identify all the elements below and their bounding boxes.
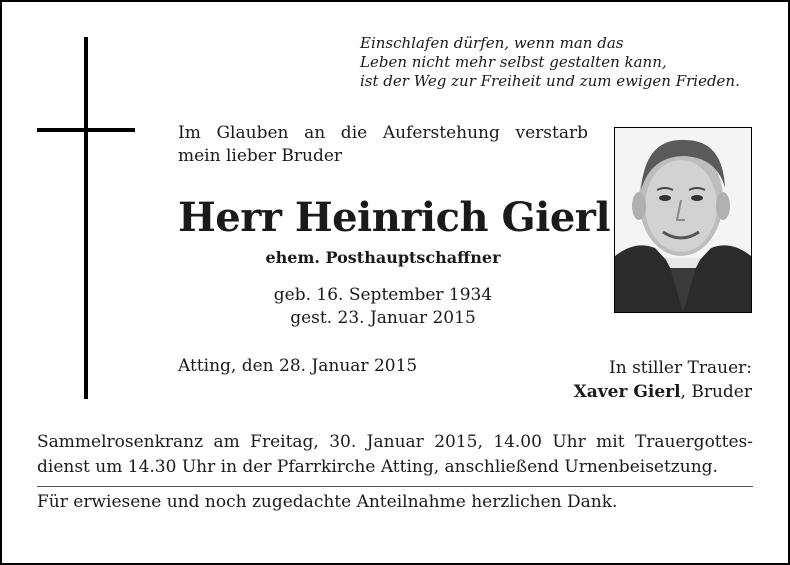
motto [360,34,740,91]
portrait-photo [614,127,752,313]
mourners-heading: In stiller Trauer: [609,358,752,378]
service-line: Sammelrosenkranz am Freitag, 30. Januar 2015, 14.00 Uhr mit Trauergottes- [37,432,753,452]
cross-horizontal-bar [37,128,135,132]
thanks-text: Für erwiesene und noch zugedachte Anteilnahme herzlichen Dank. [37,492,618,512]
cross-vertical-bar [84,37,88,399]
mourner-relation: , Bruder [680,382,752,402]
divider [37,486,753,487]
life-dates [178,284,588,330]
birth-date: geb. 16. September 1934 [273,285,493,305]
intro-line: mein lieber Bruder [178,146,343,166]
service-info [37,430,753,480]
mourner-name: Xaver Gierl [573,382,681,402]
service-line: dienst um 14.30 Uhr in der Pfarrkirche Atting, anschließend Urnenbeisetzung. [37,457,718,477]
deceased-occupation: ehem. Posthauptschaffner [265,248,501,267]
deceased-name: Herr Heinrich Gierl [178,194,611,241]
death-date: gest. 23. Januar 2015 [290,308,476,328]
motto-line: Leben nicht mehr selbst gestalten kann, [360,53,667,71]
intro-line: Im Glauben an die Auferstehung verstarb [178,123,588,143]
portrait-image [615,128,751,312]
intro-text [178,122,588,168]
motto-line: Einschlafen dürfen, wenn man das [360,34,624,52]
place-and-date: Atting, den 28. Januar 2015 [178,356,418,376]
mourner-entry [574,380,752,404]
motto-line: ist der Weg zur Freiheit und zum ewigen Frieden. [360,72,740,90]
mourners [574,356,752,404]
